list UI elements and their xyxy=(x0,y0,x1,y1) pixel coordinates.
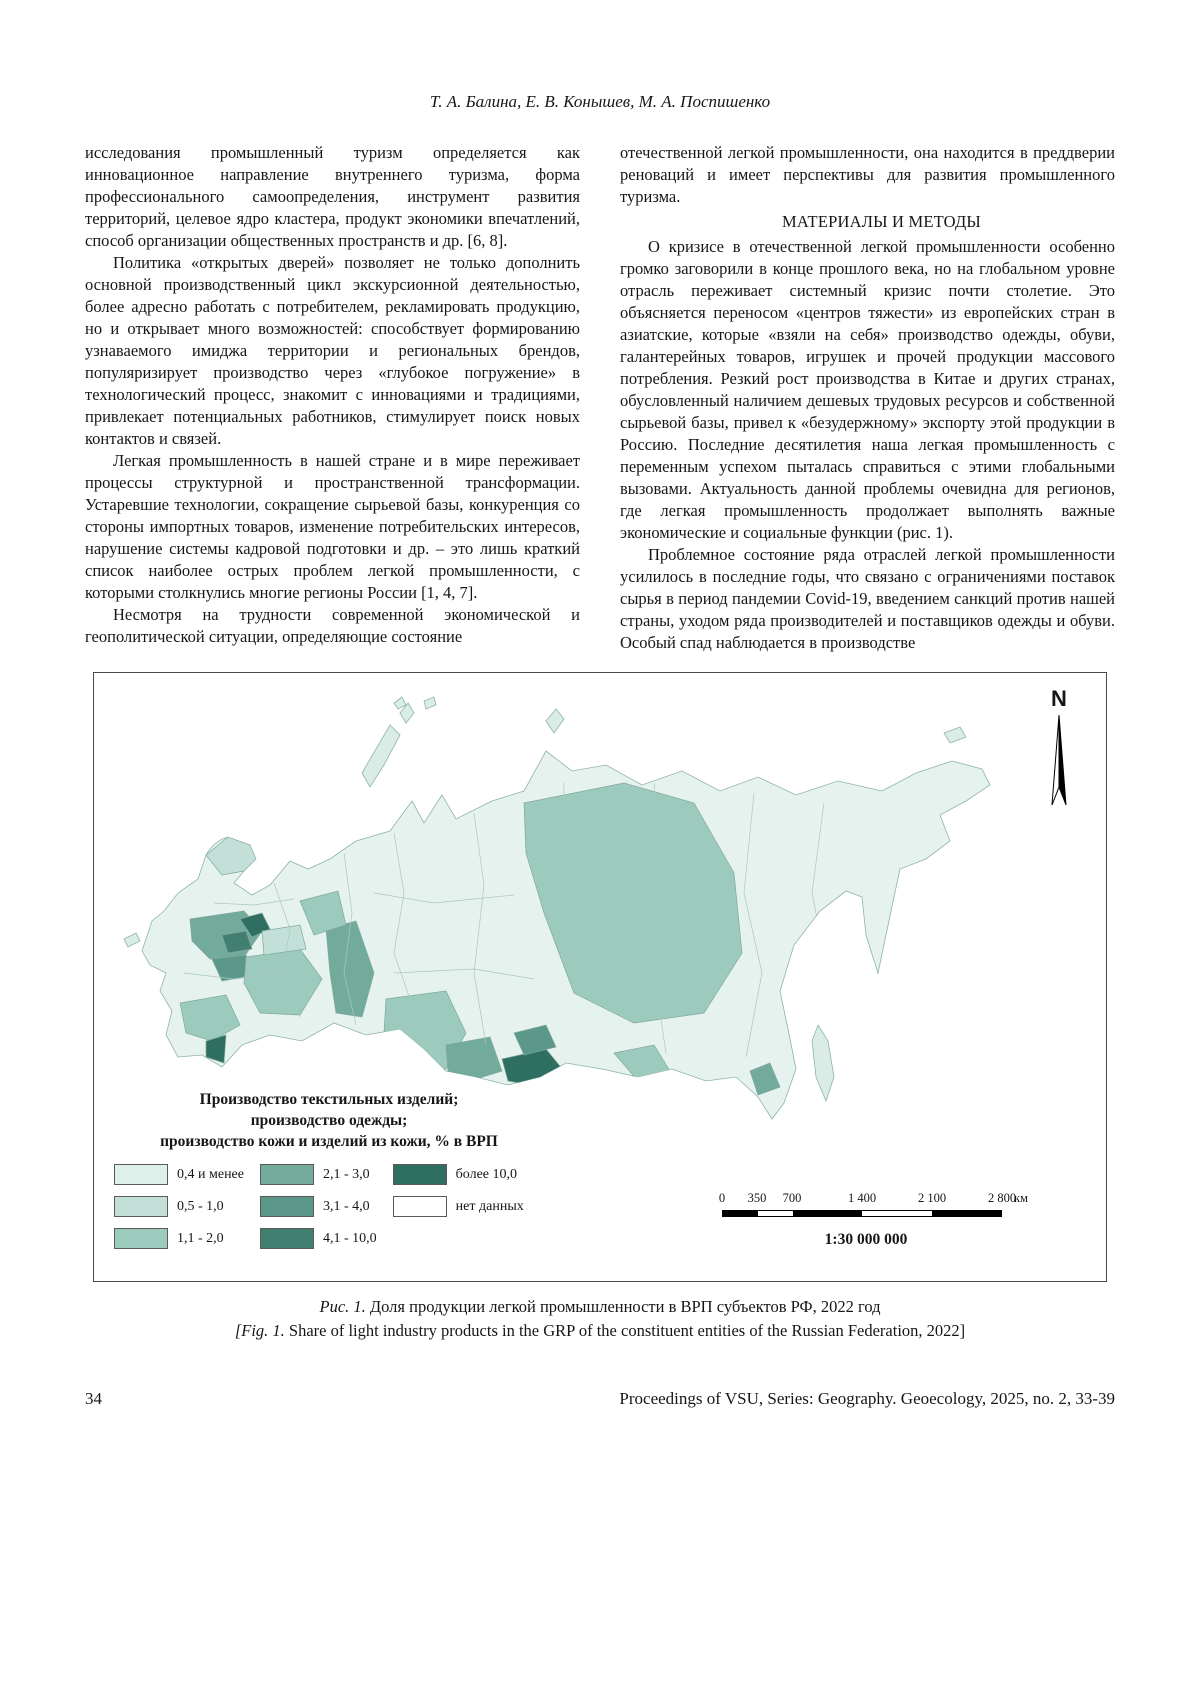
scale-tick: 1 400 xyxy=(847,1191,877,1205)
legend-item xyxy=(393,1196,524,1217)
legend-label: 0,5 - 1,0 xyxy=(177,1198,224,1214)
legend-swatch xyxy=(393,1164,447,1185)
map-scale xyxy=(716,1191,1046,1255)
north-label: N xyxy=(1051,686,1067,711)
legend-item xyxy=(260,1228,377,1249)
legend-swatch xyxy=(260,1196,314,1217)
paragraph: Политика «открытых дверей» позволяет не только дополнить основной производственный цикл экскурсионной деятельностью, более адресно работать с потребителем, рекламировать продукцию, но и открывает много возможностей: способствует формированию узнаваемого имиджа территории и региональных брендов, популяризирует производство через «глубокое погружение» в технологический процесс, знакомит с инновациями и традициями, привлекает потенциальных работников, стимулирует поиск новых контактов и связей. xyxy=(85,253,580,448)
caption-ru xyxy=(93,1295,1107,1319)
paragraph: Несмотря на трудности современной экономической и геополитической ситуации, определяющие состояние xyxy=(85,605,580,646)
paragraph: отечественной легкой промышленности, она находится в преддверии реноваций и имеет перспективы для развития промышленного туризма. xyxy=(620,143,1115,206)
legend-label: 3,1 - 4,0 xyxy=(323,1198,370,1214)
scalebar-segments xyxy=(722,1210,1002,1217)
legend-label: 2,1 - 3,0 xyxy=(323,1166,370,1182)
caption-en xyxy=(93,1319,1107,1343)
figure-caption xyxy=(93,1295,1107,1343)
scale-tick: 2 800 xyxy=(987,1191,1017,1205)
legend-item xyxy=(114,1164,244,1185)
scale-tick: 2 100 xyxy=(917,1191,947,1205)
legend-grid xyxy=(114,1164,544,1249)
figure-1 xyxy=(93,672,1107,1343)
map-legend xyxy=(114,1089,544,1249)
legend-label: нет данных xyxy=(455,1198,524,1214)
legend-swatch xyxy=(114,1196,168,1217)
legend-item xyxy=(114,1228,244,1249)
section-heading: МАТЕРИАЛЫ И МЕТОДЫ xyxy=(782,212,981,231)
caption-ru-label: Рис. 1. xyxy=(319,1297,366,1316)
paragraph: Проблемное состояние ряда отраслей легкой промышленности усилилось в последние годы, что связано с ограничениями поставок сырья в период пандемии Covid-19, введением санкций против нашей страны, уходом ряда производителей и поставщиков одежды и обуви. Особый спад наблюдается в производстве xyxy=(620,545,1115,652)
legend-swatch xyxy=(260,1228,314,1249)
page-footer xyxy=(85,1389,1115,1409)
two-column-body xyxy=(85,142,1115,654)
legend-swatch xyxy=(393,1196,447,1217)
paragraph: Легкая промышленность в нашей стране и в мире переживает процессы структурной и пространственной трансформации. Устаревшие технологии, сокращение сырьевой базы, конкуренция со стороны импортных товаров, изменение потребительских интересов, нарушение системы кадровой подготовки и др. – это лишь краткий список наиболее острых проблем легкой промышленности, с которыми столкнулись многие регионы России [1, 4, 7]. xyxy=(85,451,580,602)
paragraph: О кризисе в отечественной легкой промышленности особенно громко заговорили в конце прошлого века, но на глобальном уровне отрасль переживает системный кризис почти столетие. Это объясняется переносом «центров тяжести» из европейских стран в азиатские, которые «взяли на себя» производство одежды, обуви, галантерейных товаров, игрушек и прочей продукции массового потребления. Резкий рост производства в Китае и других странах, обусловленный наличием дешевых трудовых ресурсов и собственной сырьевой базы, привел к «безудержному» экспорту этой продукции в Россию. Последние десятилетия наша легкая промышленность с переменным успехом пыталась справиться с этими глобальными вызовами. Актуальность данной проблемы очевидна для регионов, где легкая промышленность продолжает выполнять важные экономические и социальные функции (рис. 1). xyxy=(620,237,1115,542)
legend-label: 1,1 - 2,0 xyxy=(177,1230,224,1246)
legend-swatch xyxy=(114,1164,168,1185)
scalebar xyxy=(718,1191,1028,1221)
sakhalin-island xyxy=(812,1025,834,1101)
legend-title: Производство текстильных изделий; производство одежды; производство кожи и изделий из кожи, % в ВРП xyxy=(160,1091,498,1150)
page-number: 34 xyxy=(85,1389,102,1408)
map-frame xyxy=(93,672,1107,1282)
legend-item xyxy=(393,1164,524,1185)
right-column xyxy=(620,142,1115,654)
compass-needle-icon xyxy=(1049,711,1069,811)
paragraph: исследования промышленный туризм определяется как инновационное направление внутреннего туризма, форма профессионального самоопределения, инструмент развития территорий, целевое ядро кластера, продукт экономики впечатлений, способ организации общественных пространств и др. [6, 8]. xyxy=(85,143,580,250)
legend-swatch xyxy=(114,1228,168,1249)
caption-en-text: Share of light industry products in the GRP of the constituent entities of the Russian Federation, 2022] xyxy=(288,1321,966,1340)
running-head-authors: Т. А. Балина, Е. В. Конышев, М. А. Поспишенко xyxy=(429,92,771,111)
scale-ratio: 1:30 000 000 xyxy=(824,1231,908,1248)
legend-label: более 10,0 xyxy=(455,1166,518,1182)
legend-label: 4,1 - 10,0 xyxy=(323,1230,377,1246)
legend-label: 0,4 и менее xyxy=(177,1166,244,1182)
journal-line: Proceedings of VSU, Series: Geography. Geoecology, 2025, no. 2, 33-39 xyxy=(619,1389,1115,1408)
legend-item xyxy=(260,1164,377,1185)
scale-tick: 0 xyxy=(718,1191,726,1205)
caption-ru-text: Доля продукции легкой промышленности в ВРП субъектов РФ, 2022 год xyxy=(369,1297,881,1316)
left-column xyxy=(85,142,580,654)
legend-item xyxy=(114,1196,244,1217)
scale-tick: 350 xyxy=(747,1191,767,1205)
scale-tick: 700 xyxy=(782,1191,802,1205)
legend-swatch xyxy=(260,1164,314,1185)
legend-item xyxy=(260,1196,377,1217)
north-arrow xyxy=(1042,687,1076,816)
caption-en-label: [Fig. 1. xyxy=(234,1321,285,1340)
scale-unit: км xyxy=(1014,1191,1028,1205)
